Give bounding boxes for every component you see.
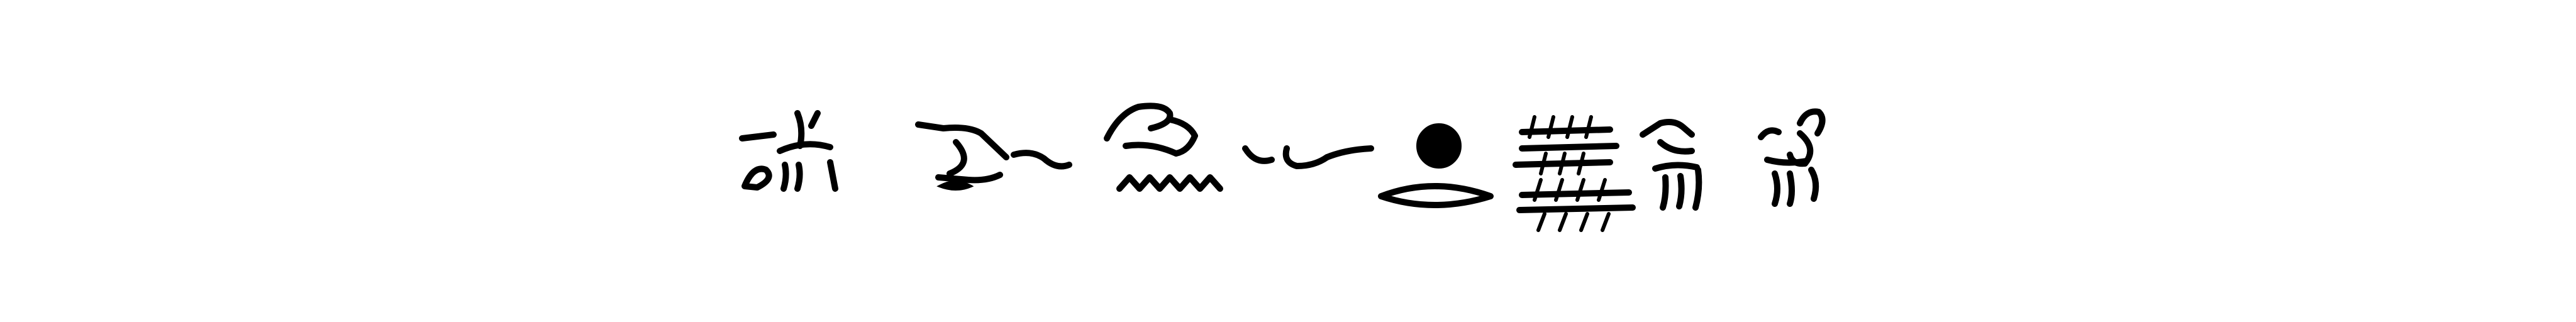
sign-9-icon [1519, 180, 1633, 230]
sign-2-icon [918, 125, 1069, 189]
sign-6-icon [1418, 125, 1460, 167]
sign-4-icon [1245, 148, 1327, 166]
sign-5-icon [1327, 148, 1371, 157]
sign-7-icon [1381, 186, 1491, 205]
sign-8-icon [1516, 117, 1616, 174]
sign-10-icon [1643, 122, 1699, 208]
sign-11-icon [1761, 111, 1823, 204]
sign-3-icon [1107, 106, 1220, 189]
sign-1-icon [742, 113, 835, 189]
